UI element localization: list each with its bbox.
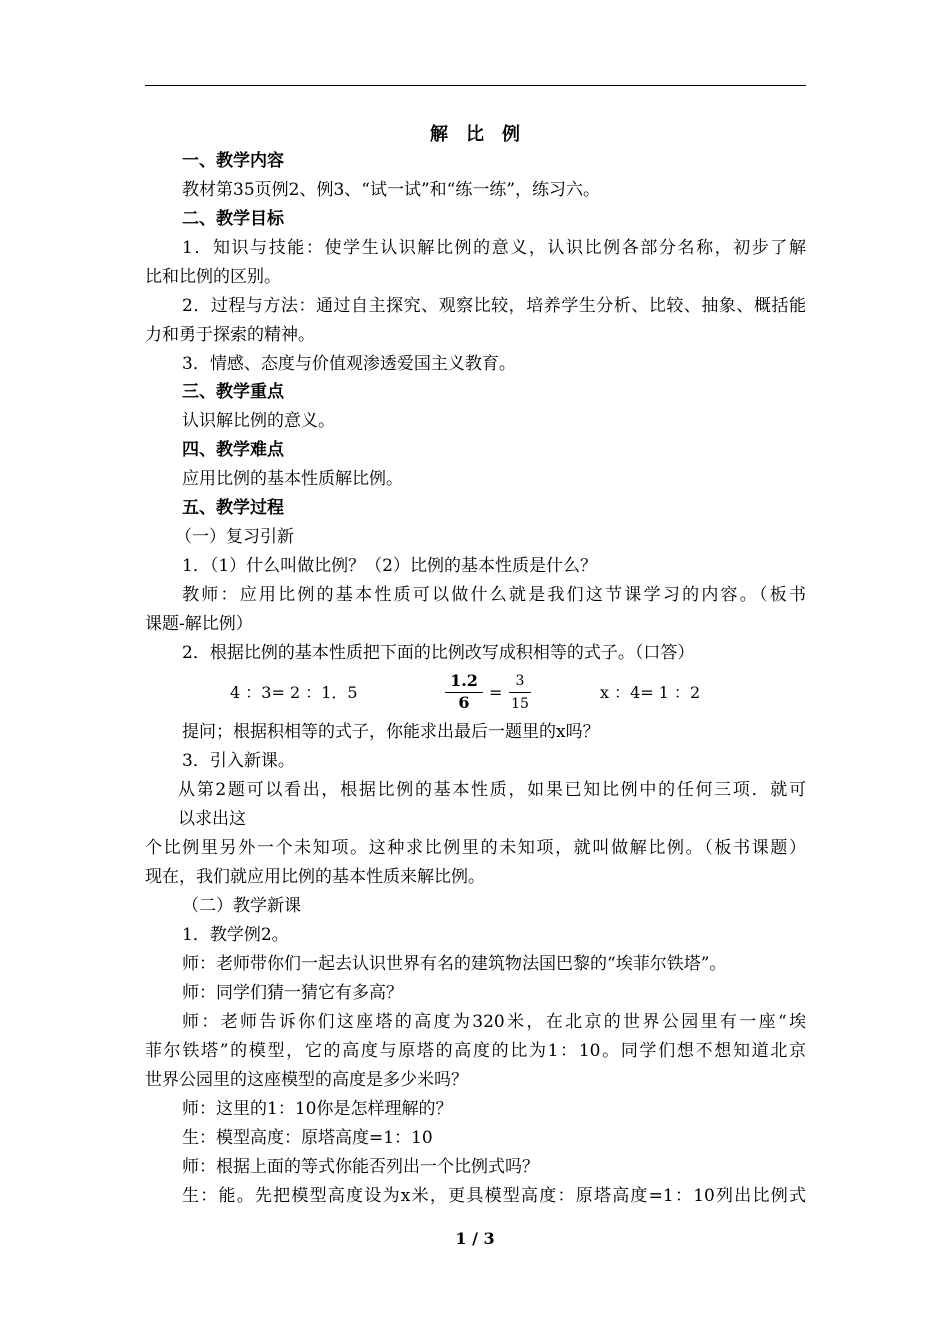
paragraph-line: 比和比例的区别。 bbox=[145, 267, 281, 287]
paragraph-line: 教材第35页例2、例3、“试一试”和“练一练”，练习六。 bbox=[182, 180, 601, 200]
fraction-2-bar bbox=[509, 692, 531, 693]
paragraph-line: 教师：应用比例的基本性质可以做什么就是我们这节课学习的内容。（板书 bbox=[182, 585, 806, 605]
paragraph-line: 世界公园里的这座模型的高度是多少米吗？ bbox=[145, 1070, 468, 1090]
paragraph-line: 提问；根据积相等的式子，你能求出最后一题里的x吗？ bbox=[182, 722, 600, 742]
proportion-equation-1: 4 ：3= 2 ：1．5 bbox=[230, 683, 358, 702]
paragraph-line: 力和勇于探索的精神。 bbox=[145, 325, 315, 345]
header-rule bbox=[145, 85, 806, 86]
proportion-equation-3: x ：4= 1 ：2 bbox=[600, 683, 701, 702]
paragraph-line: 从第2题可以看出，根据比例的基本性质，如果已知比例中的任何三项．就可 bbox=[178, 780, 806, 800]
subsection-heading: （二）教学新课 bbox=[182, 896, 301, 916]
paragraph-line: 3．引入新课。 bbox=[182, 751, 295, 771]
section-heading: 四、教学难点 bbox=[182, 440, 284, 460]
paragraph-line: 生：能。先把模型高度设为x米，更具模型高度：原塔高度=1：10列出比例式 bbox=[182, 1186, 806, 1206]
fraction-1-numerator: 1.2 bbox=[450, 671, 478, 690]
section-heading: 三、教学重点 bbox=[182, 382, 284, 402]
paragraph-line: 师：根据上面的等式你能否列出一个比例式吗？ bbox=[182, 1157, 539, 1177]
paragraph-line: 2．过程与方法：通过自主探究、观察比较，培养学生分析、比较、抽象、概括能 bbox=[182, 296, 806, 316]
fraction-1-denominator: 6 bbox=[458, 693, 470, 712]
paragraph-line: 1．（1）什么叫做比例？（2）比例的基本性质是什么？ bbox=[182, 556, 597, 576]
paragraph-line: 现在，我们就应用比例的基本性质来解比例。 bbox=[145, 867, 485, 887]
fraction-2-denominator: 15 bbox=[511, 696, 529, 712]
section-heading: 一、教学内容 bbox=[182, 151, 284, 171]
fraction-2-numerator: 3 bbox=[515, 673, 525, 689]
paragraph-line: 2．根据比例的基本性质把下面的比例改写成积相等的式子。（口答） bbox=[182, 643, 695, 663]
paragraph-line: 3．情感、态度与价值观渗透爱国主义教育。 bbox=[182, 354, 516, 374]
paragraph-line: 生：模型高度：原塔高度=1：10 bbox=[182, 1128, 433, 1148]
paragraph-line: 应用比例的基本性质解比例。 bbox=[182, 469, 403, 489]
subsection-heading: （一）复习引新 bbox=[175, 527, 294, 547]
page-number: 1 / 3 bbox=[455, 1229, 495, 1248]
paragraph-line: 1．教学例2。 bbox=[182, 925, 289, 945]
paragraph-line: 师：老师带你们一起去认识世界有名的建筑物法国巴黎的“埃菲尔铁塔”。 bbox=[182, 954, 727, 974]
section-heading: 五、教学过程 bbox=[182, 498, 284, 518]
paragraph-line: 课题-解比例） bbox=[145, 614, 253, 634]
equals-sign: = bbox=[489, 683, 503, 702]
paragraph-line: 师：这里的1：10你是怎样理解的？ bbox=[182, 1099, 453, 1119]
paragraph-line: 个比例里另外一个未知项。这种求比例里的未知项，就叫做解比例。（板书课题） bbox=[145, 838, 806, 858]
section-heading: 二、教学目标 bbox=[182, 209, 284, 229]
paragraph-line: 认识解比例的意义。 bbox=[182, 411, 335, 431]
paragraph-line: 1．知识与技能：使学生认识解比例的意义，认识比例各部分名称，初步了解 bbox=[182, 238, 806, 258]
paragraph-line: 菲尔铁塔”的模型，它的高度与原塔的高度的比为1：10。同学们想不想知道北京 bbox=[145, 1041, 806, 1061]
paragraph-line: 师：同学们猜一猜它有多高？ bbox=[182, 983, 403, 1003]
page-title: 解 比 例 bbox=[430, 124, 520, 145]
paragraph-line: 师：老师告诉你们这座塔的高度为320米，在北京的世界公园里有一座“埃 bbox=[182, 1012, 806, 1032]
paragraph-line: 以求出这 bbox=[178, 809, 246, 829]
